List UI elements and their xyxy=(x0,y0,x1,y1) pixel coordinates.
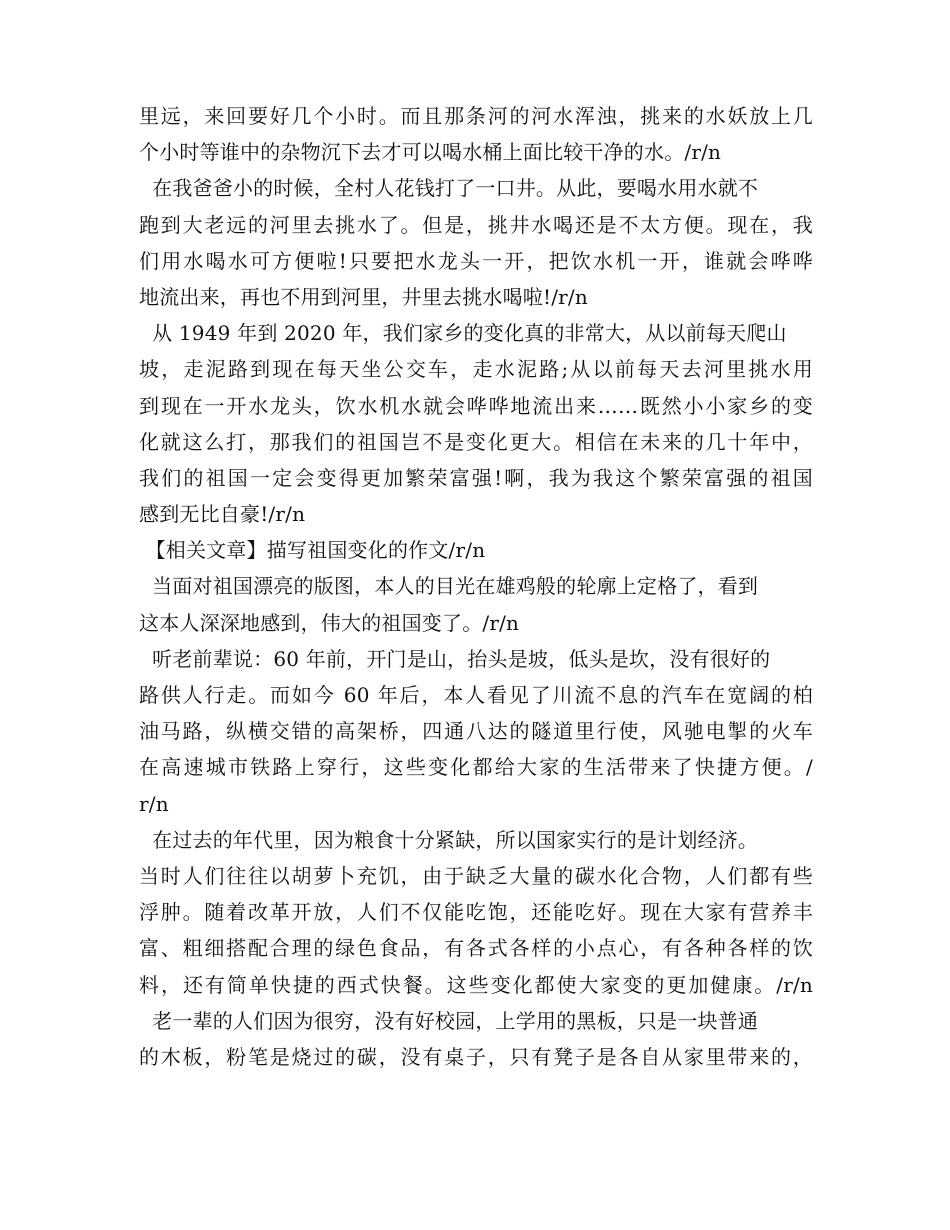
text-line: 当时人们往往以胡萝卜充饥，由于缺乏大量的碳水化合物，人们都有些 xyxy=(139,863,813,888)
text-line: 的木板，粉笔是烧过的碳，没有桌子，只有凳子是各自从家里带来的， xyxy=(139,1044,813,1069)
text-line: 在过去的年代里，因为粮食十分紧缺，所以国家实行的是计划经济。 xyxy=(139,827,759,852)
text-line: 在高速城市铁路上穿行，这些变化都给大家的生活带来了快捷方便。/ xyxy=(139,755,813,780)
text-line: 油马路，纵横交错的高架桥，四通八达的隧道里行使，风驰电掣的火车 xyxy=(139,719,813,744)
text-line: 跑到大老远的河里去挑水了。但是，挑井水喝还是不太方便。现在，我 xyxy=(139,212,813,237)
text-line: 老一辈的人们因为很穷，没有好校园，上学用的黑板，只是一块普通 xyxy=(139,1008,759,1033)
text-line: 我们的祖国一定会变得更加繁荣富强!啊，我为我这个繁荣富强的祖国 xyxy=(139,465,813,490)
text-line: 到现在一开水龙头，饮水机水就会哗哗地流出来……既然小小家乡的变 xyxy=(139,393,813,418)
text-line: 感到无比自豪!/r/n xyxy=(139,502,306,527)
text-line: 路供人行走。而如今 60 年后，本人看见了川流不息的汽车在宽阔的柏 xyxy=(139,683,813,707)
text-line: 这本人深深地感到，伟大的祖国变了。/r/n xyxy=(139,610,520,635)
text-line: 在我爸爸小的时候，全村人花钱打了一口井。从此，要喝水用水就不 xyxy=(139,176,759,201)
text-line: 们用水喝水可方便啦!只要把水龙头一开，把饮水机一开，谁就会哗哗 xyxy=(139,248,813,273)
text-line: r/n xyxy=(139,791,169,816)
text-line: 个小时等谁中的杂物沉下去才可以喝水桶上面比较干净的水。/r/n xyxy=(139,140,722,165)
text-line: 坡，走泥路到现在每天坐公交车，走水泥路;从以前每天去河里挑水用 xyxy=(139,357,813,382)
related-article-heading: 【相关文章】描写祖国变化的作文/r/n xyxy=(139,538,486,563)
text-line: 化就这么打，那我们的祖国岂不是变化更大。相信在未来的几十年中， xyxy=(139,429,813,454)
text-line: 从 1949 年到 2020 年，我们家乡的变化真的非常大，从以前每天爬山 xyxy=(139,321,787,346)
text-line: 里远，来回要好几个小时。而且那条河的河水浑浊，挑来的水妖放上几 xyxy=(139,104,813,128)
text-line: 浮肿。随着改革开放，人们不仅能吃饱，还能吃好。现在大家有营养丰 xyxy=(139,900,813,925)
text-line: 料，还有简单快捷的西式快餐。这些变化都使大家变的更加健康。/r/n xyxy=(139,972,813,997)
text-line: 地流出来，再也不用到河里，井里去挑水喝啦!/r/n xyxy=(139,284,588,309)
text-line: 富、粗细搭配合理的绿色食品，有各式各样的小点心，有各种各样的饮 xyxy=(139,936,813,961)
text-line: 当面对祖国漂亮的版图，本人的目光在雄鸡般的轮廓上定格了，看到 xyxy=(139,574,759,599)
document-body xyxy=(139,98,813,1075)
text-line: 听老前辈说：60 年前，开门是山，抬头是坡，低头是坎，没有很好的 xyxy=(139,646,771,671)
